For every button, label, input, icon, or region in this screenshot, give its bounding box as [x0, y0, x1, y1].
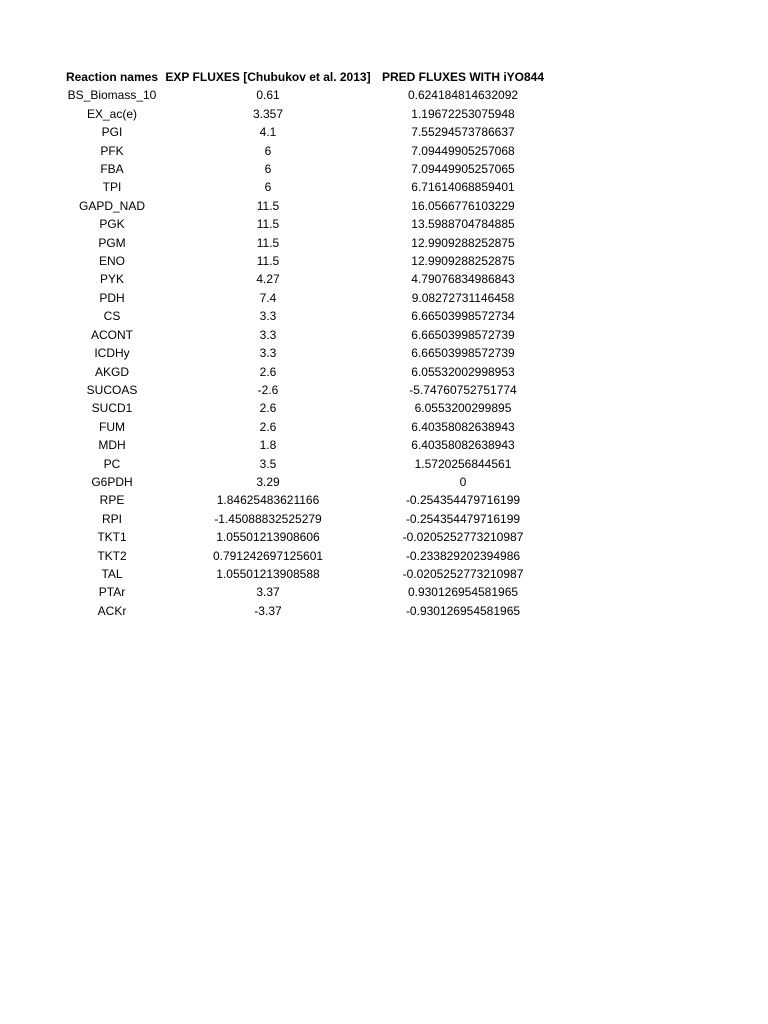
pred-flux-cell: 0.624184814632092	[407, 88, 519, 103]
table-row	[62, 399, 552, 417]
pred-flux-cell: 7.09449905257065	[411, 162, 515, 177]
flux-table	[62, 68, 552, 620]
reaction-name-cell: TAL	[101, 566, 123, 581]
table-row	[62, 583, 552, 601]
pred-flux-cell: 4.79076834986843	[411, 272, 515, 287]
table-row	[62, 418, 552, 436]
exp-flux-cell: 3.3	[259, 346, 277, 361]
pred-flux-cell: 12.9909288252875	[411, 235, 515, 250]
exp-flux-cell: 6	[264, 162, 272, 177]
pred-flux-cell: 1.19672253075948	[411, 106, 515, 121]
header-pred-fluxes: PRED FLUXES WITH iYO844	[381, 70, 545, 84]
table-row	[62, 510, 552, 528]
pred-flux-cell: 0	[459, 474, 467, 489]
reaction-name-cell: EX_ac(e)	[86, 106, 138, 121]
header-row	[62, 68, 552, 86]
exp-flux-cell: 11.5	[256, 198, 280, 213]
pred-flux-cell: 6.05532002998953	[411, 364, 515, 379]
pred-flux-cell: 9.08272731146458	[411, 290, 515, 305]
table-row	[62, 436, 552, 454]
exp-flux-cell: 4.1	[259, 125, 277, 140]
table-row	[62, 160, 552, 178]
reaction-name-cell: ACKr	[97, 603, 127, 618]
exp-flux-cell: 4.27	[256, 272, 280, 287]
exp-flux-cell: -2.6	[257, 382, 279, 397]
table-row	[62, 197, 552, 215]
exp-flux-cell: 3.37	[256, 585, 280, 600]
pred-flux-cell: -5.74760752751774	[409, 382, 517, 397]
table-row	[62, 547, 552, 565]
reaction-name-cell: BS_Biomass_10	[67, 88, 157, 103]
table-row	[62, 252, 552, 270]
table-row	[62, 215, 552, 233]
pred-flux-cell: 7.55294573786637	[411, 125, 515, 140]
pred-flux-cell: 13.5988704784885	[411, 217, 515, 232]
table-row	[62, 326, 552, 344]
reaction-name-cell: GAPD_NAD	[78, 198, 146, 213]
exp-flux-cell: 2.6	[259, 401, 277, 416]
pred-flux-cell: 7.09449905257068	[411, 143, 515, 158]
exp-flux-cell: 1.84625483621166	[216, 493, 320, 508]
table-row	[62, 528, 552, 546]
table-body	[62, 86, 552, 620]
table-row	[62, 178, 552, 196]
reaction-name-cell: PDH	[99, 290, 125, 305]
reaction-name-cell: ICDHy	[94, 346, 130, 361]
reaction-name-cell: PTAr	[98, 585, 126, 600]
table-row	[62, 307, 552, 325]
table-row	[62, 344, 552, 362]
exp-flux-cell: 11.5	[256, 254, 280, 269]
reaction-name-cell: ENO	[98, 254, 125, 269]
reaction-name-cell: PGM	[98, 235, 126, 250]
exp-flux-cell: 0.61	[256, 88, 280, 103]
reaction-name-cell: TKT1	[97, 530, 127, 545]
pred-flux-cell: 6.40358082638943	[411, 419, 515, 434]
table-row	[62, 289, 552, 307]
pred-flux-cell: 6.71614068859401	[411, 180, 515, 195]
table-row	[62, 234, 552, 252]
table-row	[62, 86, 552, 104]
reaction-name-cell: TPI	[102, 180, 122, 195]
table-row	[62, 381, 552, 399]
pred-flux-cell: 6.66503998572734	[411, 309, 515, 324]
table-row	[62, 142, 552, 160]
pred-flux-cell: 6.66503998572739	[411, 327, 515, 342]
exp-flux-cell: 6	[264, 143, 272, 158]
pred-flux-cell: -0.254354479716199	[405, 511, 521, 526]
exp-flux-cell: 3.357	[252, 106, 284, 121]
pred-flux-cell: 16.0566776103229	[411, 198, 515, 213]
exp-flux-cell: 3.3	[259, 327, 277, 342]
table-row	[62, 455, 552, 473]
reaction-name-cell: FBA	[100, 162, 124, 177]
exp-flux-cell: 7.4	[259, 290, 277, 305]
table-row	[62, 565, 552, 583]
reaction-name-cell: PFK	[100, 143, 124, 158]
reaction-name-cell: FUM	[99, 419, 125, 434]
reaction-name-cell: MDH	[98, 438, 126, 453]
reaction-name-cell: SUCOAS	[86, 382, 138, 397]
pred-flux-cell: -0.0205252773210987	[402, 566, 524, 581]
table-row	[62, 602, 552, 620]
reaction-name-cell: AKGD	[94, 364, 129, 379]
reaction-name-cell: RPE	[99, 493, 125, 508]
reaction-name-cell: SUCD1	[91, 401, 133, 416]
exp-flux-cell: 0.791242697125601	[212, 548, 324, 563]
exp-flux-cell: 1.05501213908588	[216, 566, 320, 581]
exp-flux-cell: 1.8	[259, 438, 277, 453]
reaction-name-cell: ACONT	[91, 327, 133, 342]
reaction-name-cell: G6PDH	[91, 474, 133, 489]
pred-flux-cell: 0.930126954581965	[407, 585, 519, 600]
header-exp-fluxes: EXP FLUXES [Chubukov et al. 2013]	[165, 70, 371, 84]
exp-flux-cell: 3.29	[256, 474, 280, 489]
exp-flux-cell: 3.5	[259, 456, 277, 471]
pred-flux-cell: -0.254354479716199	[405, 493, 521, 508]
exp-flux-cell: 2.6	[259, 419, 277, 434]
exp-flux-cell: 6	[264, 180, 272, 195]
table-row	[62, 270, 552, 288]
table-row	[62, 491, 552, 509]
pred-flux-cell: -0.233829202394986	[405, 548, 521, 563]
reaction-name-cell: PGK	[99, 217, 125, 232]
reaction-name-cell: PGI	[101, 125, 123, 140]
pred-flux-cell: 6.66503998572739	[411, 346, 515, 361]
pred-flux-cell: -0.0205252773210987	[402, 530, 524, 545]
reaction-name-cell: CS	[103, 309, 121, 324]
exp-flux-cell: -3.37	[254, 603, 282, 618]
reaction-name-cell: RPI	[101, 511, 122, 526]
exp-flux-cell: -1.45088832525279	[214, 511, 322, 526]
reaction-name-cell: PC	[103, 456, 121, 471]
table-row	[62, 473, 552, 491]
header-reaction-names: Reaction names	[65, 70, 159, 84]
exp-flux-cell: 1.05501213908606	[216, 530, 320, 545]
pred-flux-cell: -0.930126954581965	[405, 603, 521, 618]
pred-flux-cell: 6.0553200299895	[414, 401, 512, 416]
spreadsheet-sheet	[62, 68, 552, 620]
reaction-name-cell: PYK	[99, 272, 124, 287]
pred-flux-cell: 1.5720256844561	[414, 456, 512, 471]
exp-flux-cell: 11.5	[256, 217, 280, 232]
table-row	[62, 363, 552, 381]
table-row	[62, 123, 552, 141]
pred-flux-cell: 6.40358082638943	[411, 438, 515, 453]
exp-flux-cell: 11.5	[256, 235, 280, 250]
pred-flux-cell: 12.9909288252875	[411, 254, 515, 269]
table-row	[62, 105, 552, 123]
exp-flux-cell: 3.3	[259, 309, 277, 324]
exp-flux-cell: 2.6	[259, 364, 277, 379]
reaction-name-cell: TKT2	[97, 548, 127, 563]
